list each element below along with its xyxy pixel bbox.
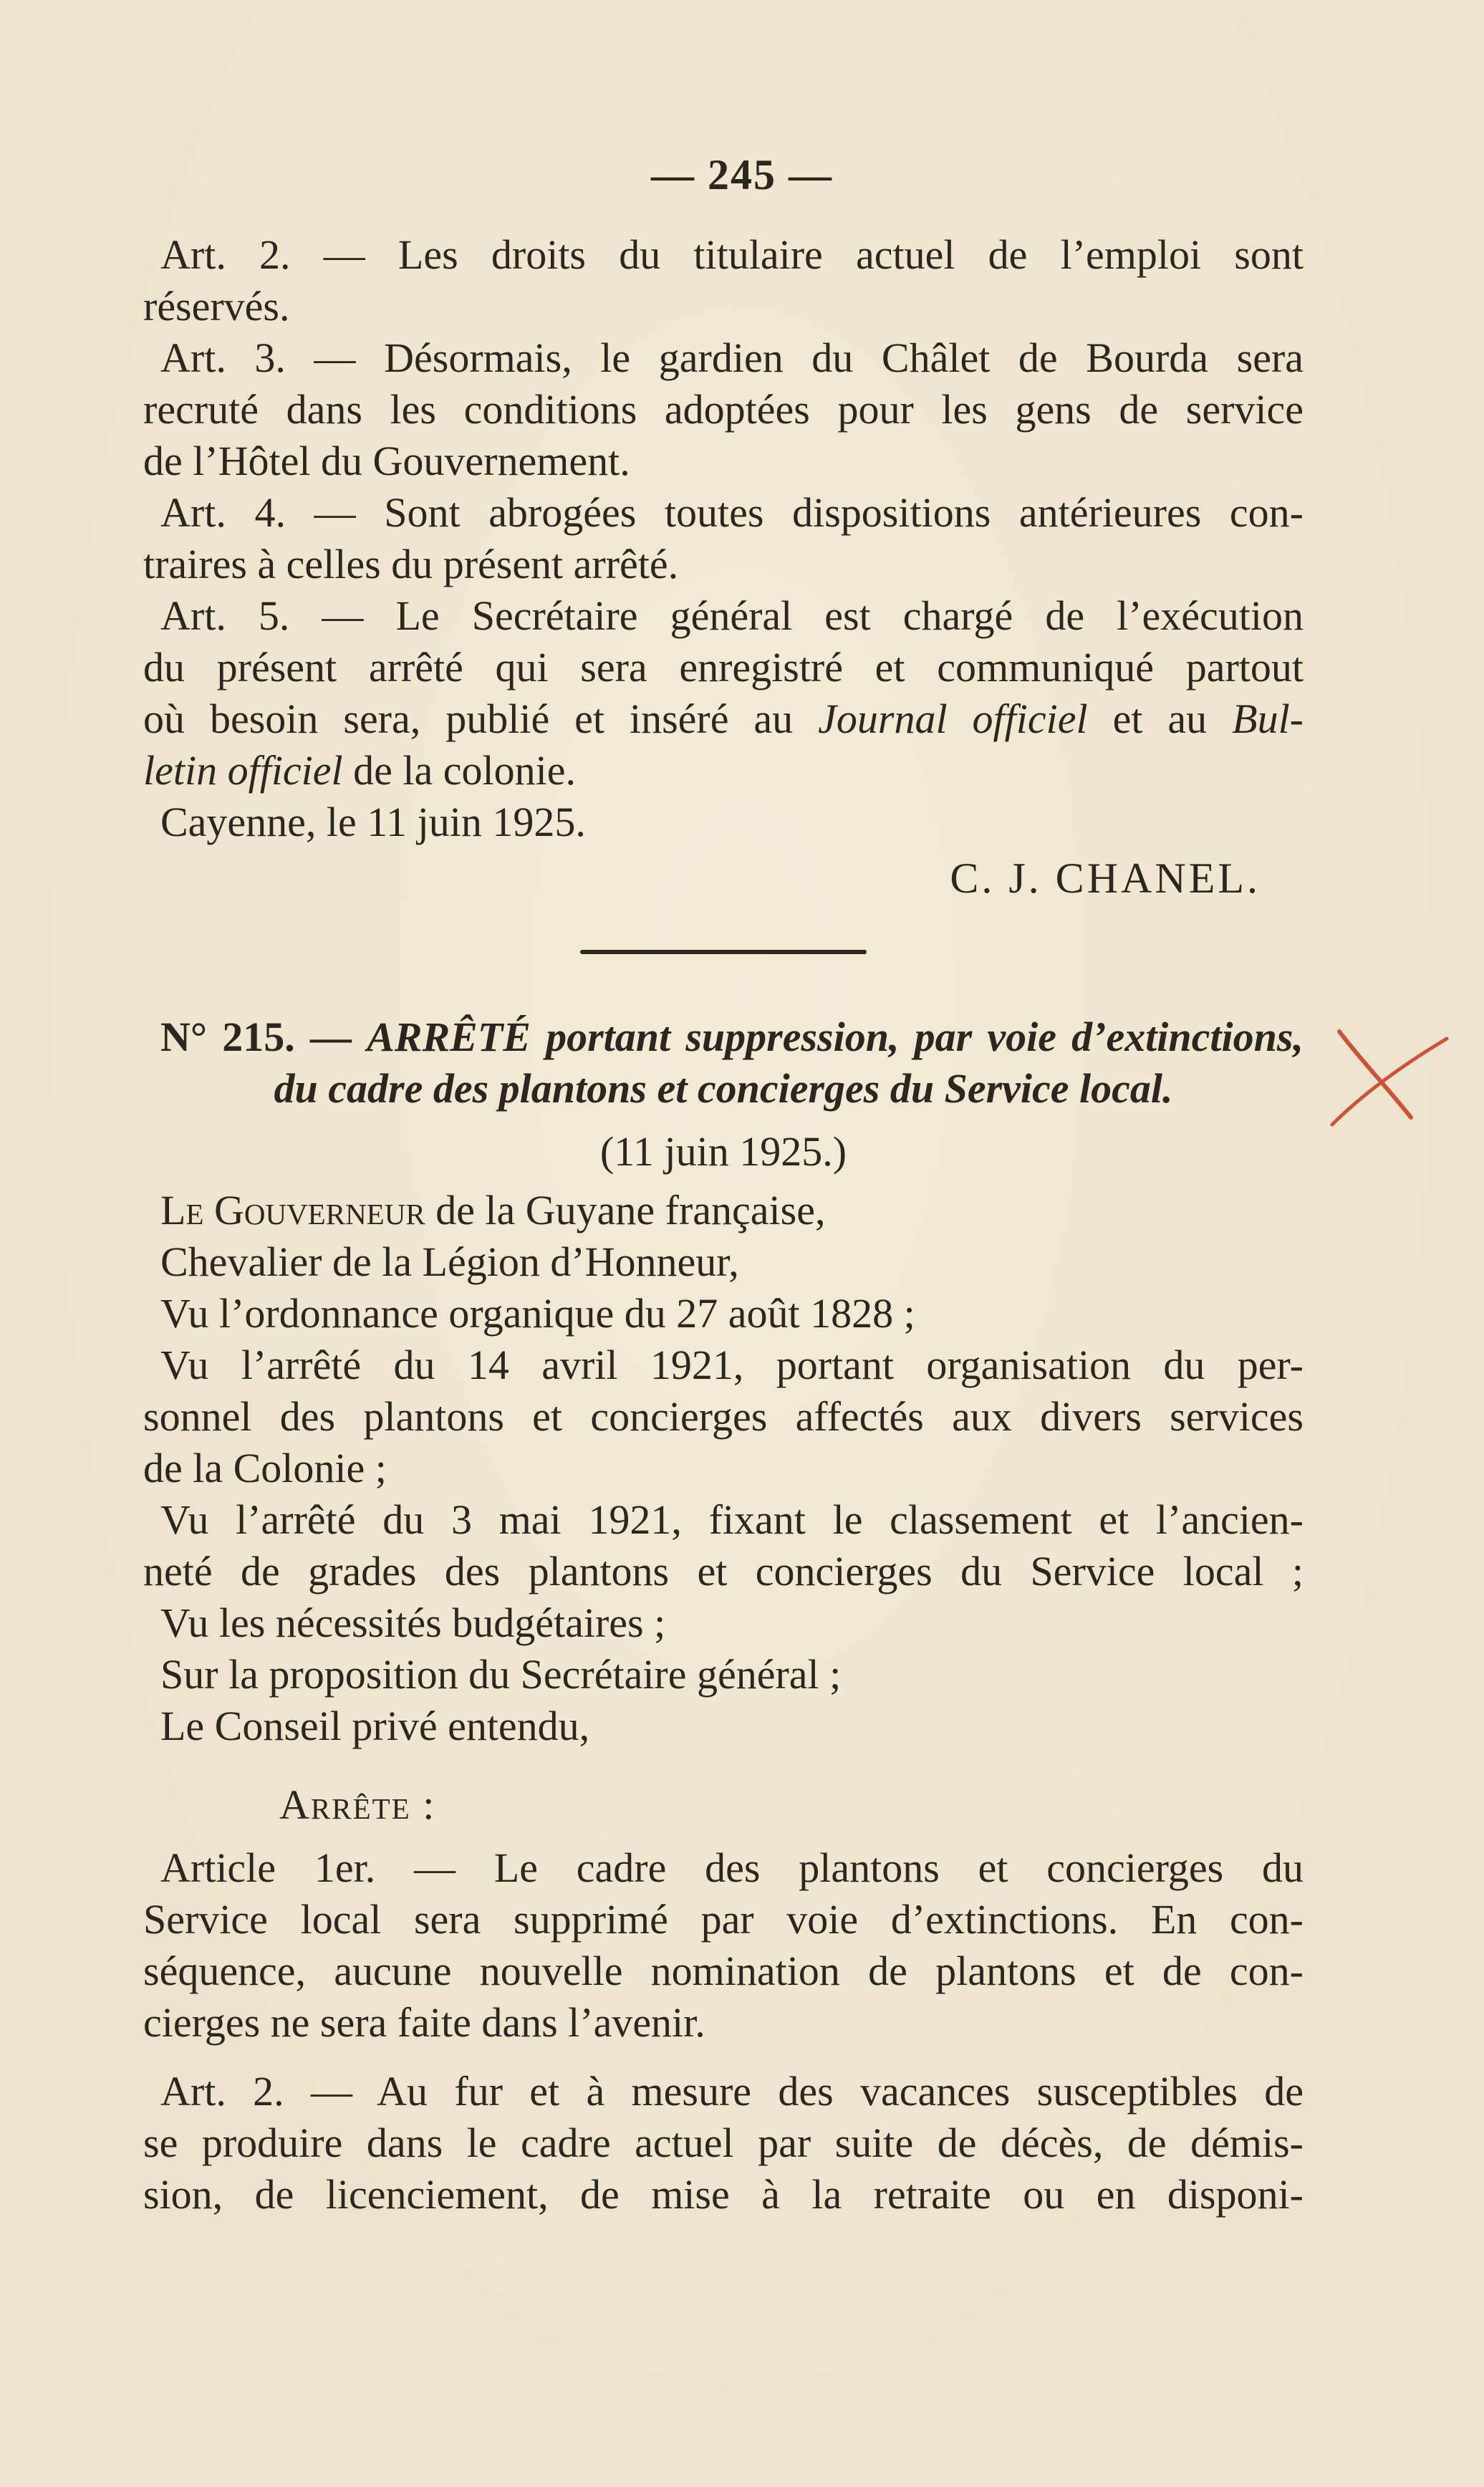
signature: C. J. CHANEL. (950, 855, 1261, 902)
text-line: se produire dans le cadre actuel par suite de décès, de démis- (143, 2120, 1304, 2166)
text-line: traires à celles du présent arrêté. (143, 541, 679, 587)
text-line: Vu les nécessités budgétaires ; (160, 1600, 666, 1646)
text-line: de l’Hôtel du Gouvernement. (143, 438, 630, 484)
text-line: Art. 5. — Le Secrétaire général est chargé de l’exécution (160, 592, 1304, 639)
section-divider (580, 950, 867, 954)
text-fragment: et au (1087, 696, 1233, 742)
text-line: Chevalier de la Légion d’Honneur, (160, 1238, 739, 1285)
text-line: réservés. (143, 283, 290, 329)
text-fragment: de la Guyane française, (425, 1187, 826, 1233)
text-line (143, 693, 1304, 745)
text-line: de la Colonie ; (143, 1445, 387, 1491)
governor-title: Le Gouverneur (160, 1187, 425, 1233)
text-line: du présent arrêté qui sera enregistré et communiqué partout (143, 644, 1304, 691)
article2-paragraph (143, 2066, 1304, 2221)
text-line: Art. 2. — Les droits du titulaire actuel de l’emploi sont (160, 231, 1304, 278)
text-fragment: de la colonie. (342, 747, 576, 794)
bulletin-title-part: Bul- (1232, 696, 1304, 742)
text-line: Vu l’arrêté du 3 mai 1921, fixant le classement et l’ancien- (160, 1496, 1304, 1543)
text-line (143, 745, 1304, 797)
art5-paragraph (143, 590, 1304, 797)
text-line: Article 1er. — Le cadre des plantons et concierges du (160, 1844, 1304, 1891)
text-line: Vu l’arrêté du 14 avril 1921, portant organisation du per- (160, 1342, 1304, 1388)
margin-cross-mark (1325, 1017, 1468, 1139)
text-line: Vu l’ordonnance organique du 27 août 1828 ; (160, 1290, 915, 1337)
arrete-heading: Arrête : (279, 1781, 436, 1828)
text-line: Art. 3. — Désormais, le gardien du Châlet de Bourda sera (160, 335, 1304, 381)
text-line: Service local sera supprimé par voie d’extinctions. En con- (143, 1896, 1304, 1943)
decree-heading (143, 1011, 1304, 1178)
journal-title: Journal officiel (818, 696, 1088, 742)
decree-date: (11 juin 1925.) (599, 1128, 847, 1175)
page-body (143, 229, 1304, 2221)
decree-title-line: du cadre des plantons et concierges du Service local. (274, 1065, 1173, 1112)
text-fragment: où besoin sera, publié et inséré au (143, 696, 819, 742)
page-number: — 245 — (651, 151, 833, 198)
decree-title: ARRÊTÉ portant suppression, par voie d’extinctions, (367, 1014, 1304, 1060)
text-line: Art. 2. — Au fur et à mesure des vacances susceptibles de (160, 2068, 1304, 2115)
text-line: Sur la proposition du Secrétaire général ; (160, 1651, 842, 1698)
preamble (143, 1185, 1304, 1752)
paragraph-gap (143, 2049, 1304, 2066)
place-date: Cayenne, le 11 juin 1925. (160, 799, 586, 845)
text-line: Le Conseil privé entendu, (160, 1703, 590, 1749)
text-line: sion, de licenciement, de mise à la retraite ou en disponi- (143, 2171, 1304, 2218)
text-line (143, 1185, 1304, 1236)
text-line: neté de grades des plantons et concierges du Service local ; (143, 1548, 1304, 1594)
text-line: sonnel des plantons et concierges affectés aux divers services (143, 1393, 1304, 1440)
text-line: séquence, aucune nouvelle nomination de plantons et de con- (143, 1948, 1304, 1994)
bulletin-title-part: letin officiel (143, 747, 343, 794)
art2-paragraph (143, 229, 1304, 332)
decree-title-line (160, 1011, 1304, 1063)
decree-number: N° 215. — (160, 1014, 367, 1060)
art3-paragraph (143, 332, 1304, 487)
text-line: recruté dans les conditions adoptées pour les gens de service (143, 386, 1304, 433)
text-line: Art. 4. — Sont abrogées toutes dispositions antérieures con- (160, 489, 1304, 536)
art4-paragraph (143, 487, 1304, 590)
text-line: cierges ne sera faite dans l’avenir. (143, 1999, 705, 2046)
article1-paragraph (143, 1842, 1304, 2049)
